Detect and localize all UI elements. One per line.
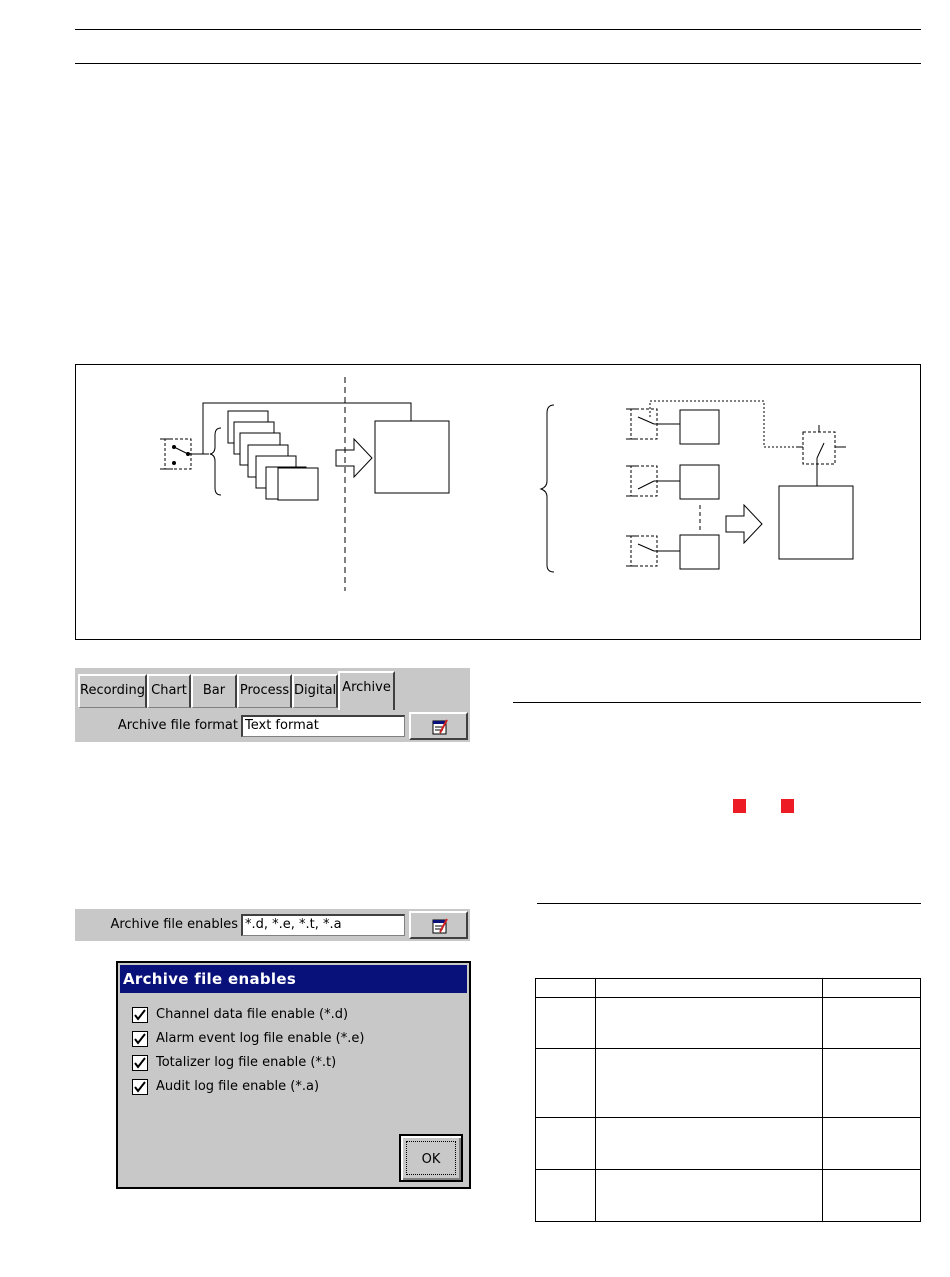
tab-recording[interactable]: Recording [78, 674, 147, 708]
table-cell [536, 1118, 596, 1170]
tab-bar[interactable]: Bar [191, 674, 237, 708]
empty-table [535, 978, 921, 1222]
table-cell [823, 1170, 921, 1222]
edit-form-icon [431, 917, 449, 935]
checkmark-icon [133, 1056, 147, 1070]
section-rule [513, 702, 921, 703]
edit-form-icon [431, 718, 449, 736]
marker-icon [781, 799, 794, 813]
dialog-title: Archive file enables [120, 965, 467, 993]
audit-log-checkbox[interactable] [132, 1079, 148, 1095]
header-rule-bottom [75, 63, 921, 64]
channel-data-label: Channel data file enable (*.d) [156, 1007, 349, 1022]
settings-tab-bar [75, 668, 470, 710]
archive-file-enables-field[interactable]: *.d, *.e, *.t, *.a [241, 914, 405, 936]
archive-file-format-row [75, 710, 470, 742]
archive-file-enables-dialog [116, 961, 471, 1189]
table-cell [596, 1049, 823, 1118]
checkmark-icon [133, 1080, 147, 1094]
totalizer-checkbox[interactable] [132, 1055, 148, 1071]
tab-digital[interactable]: Digital [292, 674, 338, 708]
section-rule [537, 903, 921, 904]
table-cell [823, 1118, 921, 1170]
wiring-diagram [75, 364, 921, 640]
table-row [536, 1049, 921, 1118]
table-cell [596, 1170, 823, 1222]
archive-file-enables-label: Archive file enables [110, 917, 238, 932]
table-cell [536, 1170, 596, 1222]
table-cell [536, 979, 596, 998]
table-cell [596, 1118, 823, 1170]
header-rule-top [75, 29, 921, 30]
totalizer-label: Totalizer log file enable (*.t) [156, 1055, 337, 1070]
alarm-event-checkbox[interactable] [132, 1031, 148, 1047]
tab-process[interactable]: Process [237, 674, 292, 708]
archive-file-format-edit-button[interactable] [409, 712, 468, 740]
ok-button[interactable] [399, 1134, 463, 1182]
checkmark-icon [133, 1032, 147, 1046]
table-row [536, 998, 921, 1049]
marker-icon [733, 799, 746, 813]
table-cell [596, 979, 823, 998]
archive-file-format-field[interactable]: Text format [241, 715, 405, 737]
checkmark-icon [133, 1008, 147, 1022]
table-row [536, 1170, 921, 1222]
archive-file-enables-row [75, 909, 470, 941]
table-row [536, 979, 921, 998]
table-cell [596, 998, 823, 1049]
table-row [536, 1118, 921, 1170]
table-cell [823, 1049, 921, 1118]
audit-log-label: Audit log file enable (*.a) [156, 1079, 320, 1094]
tab-archive[interactable]: Archive [338, 671, 395, 710]
alarm-event-label: Alarm event log file enable (*.e) [156, 1031, 365, 1046]
ok-button-label: OK [406, 1141, 456, 1175]
table-cell [823, 979, 921, 998]
archive-file-enables-edit-button[interactable] [409, 911, 468, 939]
channel-data-checkbox[interactable] [132, 1007, 148, 1023]
table-cell [536, 1049, 596, 1118]
table-cell [823, 998, 921, 1049]
tab-chart[interactable]: Chart [147, 674, 191, 708]
table-cell [536, 998, 596, 1049]
archive-file-format-label: Archive file format [117, 718, 238, 733]
